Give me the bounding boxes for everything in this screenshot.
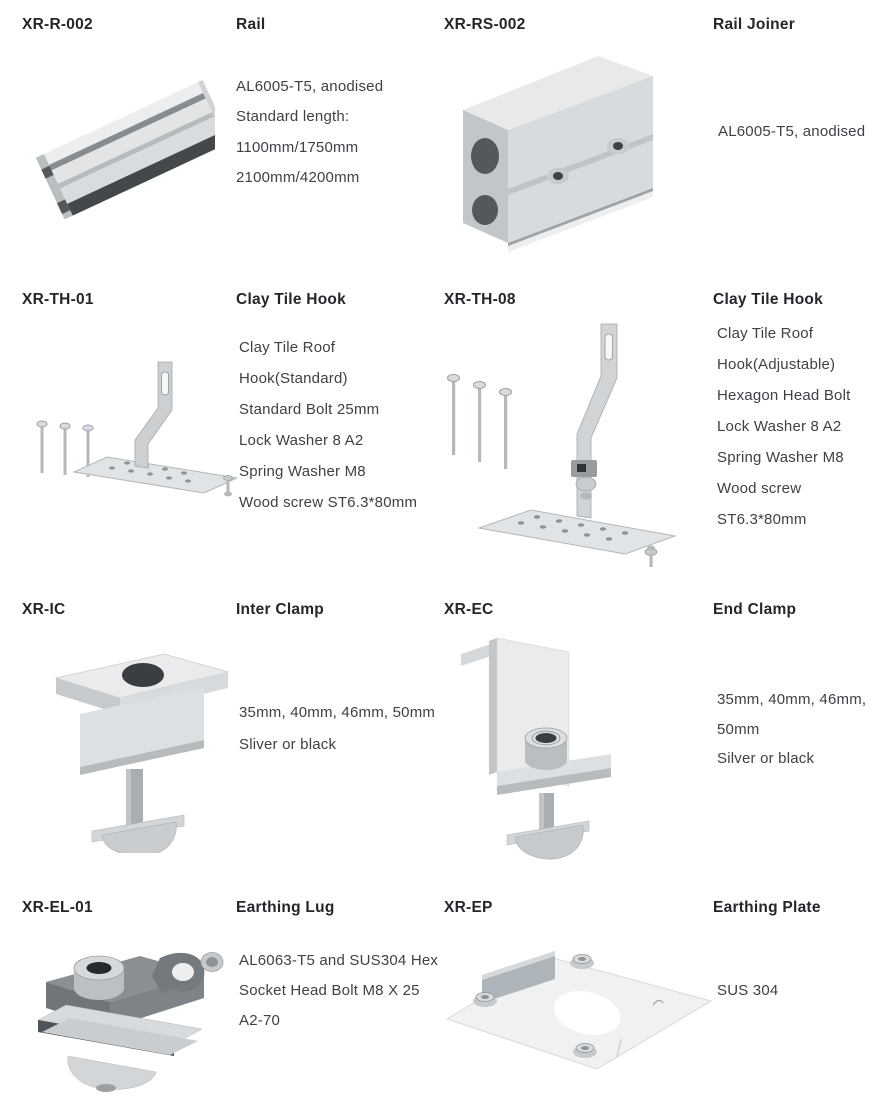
product-code: XR-IC	[22, 601, 66, 618]
spec-line: 2100mm/4200mm	[236, 169, 360, 187]
product-description	[239, 332, 417, 518]
end-clamp-product-image	[447, 628, 627, 870]
spec-line: Spring Washer M8	[717, 449, 844, 466]
spec-line: AL6005-T5, anodised	[718, 123, 866, 140]
product-name: Rail Joiner	[713, 16, 795, 33]
inter-clamp-product-image	[22, 638, 237, 853]
spec-line: Sliver or black	[239, 735, 337, 753]
product-description	[239, 697, 435, 760]
product-name: Inter Clamp	[236, 601, 325, 618]
product-image-wrap	[22, 638, 237, 853]
rail-product-image	[30, 58, 215, 238]
product-name: Rail	[236, 16, 266, 33]
clay-tile-hook-adjustable-product-image	[443, 318, 678, 568]
product-name: Earthing Lug	[236, 899, 335, 916]
product-image-wrap	[443, 318, 678, 568]
spec-line: A2-70	[239, 1012, 281, 1029]
product-code: XR-EC	[444, 601, 494, 618]
spec-line: 35mm, 40mm, 46mm, 50mm	[239, 704, 436, 721]
spec-line: Wood screw ST6.3*80mm	[239, 494, 418, 511]
product-code: XR-TH-01	[22, 291, 94, 308]
spec-line: AL6005-T5, anodised	[236, 78, 384, 95]
product-image-wrap	[30, 58, 215, 238]
spec-line: 35mm, 40mm, 46mm,	[717, 691, 867, 708]
spec-line: Hook(Adjustable)	[717, 356, 836, 373]
product-code: XR-R-002	[22, 16, 93, 33]
product-description	[718, 117, 865, 147]
spec-line: Clay Tile Roof	[717, 325, 814, 342]
product-code: XR-TH-08	[444, 291, 516, 308]
earthing-lug-product-image	[18, 928, 228, 1093]
product-name: End Clamp	[713, 601, 797, 618]
product-name: Clay Tile Hook	[713, 291, 824, 308]
product-image-wrap	[32, 352, 237, 507]
product-image-wrap	[447, 628, 627, 870]
product-description	[717, 685, 866, 774]
product-code: XR-EP	[444, 899, 493, 916]
spec-line: Socket Head Bolt M8 X 25	[239, 982, 420, 999]
product-description	[236, 72, 383, 194]
rail-joiner-product-image	[448, 48, 668, 255]
product-description	[717, 976, 778, 1006]
spec-line: Hook(Standard)	[239, 370, 348, 387]
product-image-wrap	[448, 48, 668, 255]
spec-line: Hexagon Head Bolt	[717, 387, 851, 404]
spec-line: Wood screw	[717, 480, 802, 497]
product-image-wrap	[18, 928, 228, 1093]
product-name: Clay Tile Hook	[236, 291, 347, 308]
spec-line: Standard Bolt 25mm	[239, 401, 380, 418]
spec-line: AL6063-T5 and SUS304 Hex	[239, 952, 439, 969]
product-description	[239, 946, 438, 1036]
product-image-wrap	[445, 935, 715, 1075]
product-name: Earthing Plate	[713, 899, 821, 916]
spec-line: Standard length:	[236, 108, 350, 126]
spec-line: ST6.3*80mm	[717, 511, 807, 528]
spec-line: Spring Washer M8	[239, 463, 366, 480]
spec-line: 50mm	[717, 720, 760, 738]
product-code: XR-EL-01	[22, 899, 93, 916]
earthing-plate-product-image	[445, 935, 715, 1075]
clay-tile-hook-standard-product-image	[32, 352, 237, 507]
spec-line: Lock Washer 8 A2	[239, 432, 364, 449]
spec-line: Lock Washer 8 A2	[717, 418, 842, 435]
spec-line: SUS 304	[717, 982, 779, 999]
spec-line: Silver or black	[717, 750, 815, 767]
spec-line: 1100mm/1750mm	[236, 138, 359, 156]
product-description	[717, 318, 851, 535]
spec-line: Clay Tile Roof	[239, 339, 336, 356]
product-code: XR-RS-002	[444, 16, 526, 33]
